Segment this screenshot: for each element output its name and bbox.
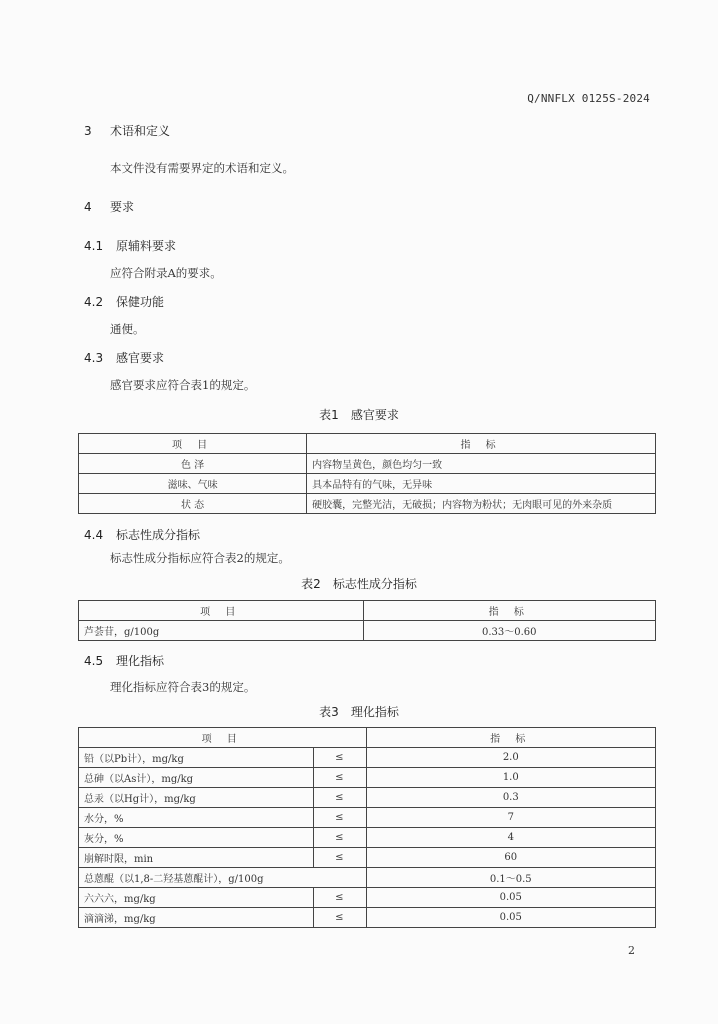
- table-row: [79, 621, 656, 641]
- section-4-1-heading: 4.1 原辅料要求: [84, 239, 177, 253]
- table-cell: 2.0: [366, 748, 655, 768]
- less-equal-symbol: ≤: [313, 788, 366, 808]
- table-cell: 0.05: [366, 908, 655, 928]
- table-cell: 0.3: [366, 788, 655, 808]
- section-4-heading: 4 要求: [84, 200, 135, 214]
- section-4-3-body: 感官要求应符合表1的规定。: [110, 378, 256, 392]
- table-header-row: [79, 601, 656, 621]
- table-header-cell: 指 标: [307, 434, 656, 454]
- table-cell: 水分，%: [79, 808, 314, 828]
- table-header-cell: 项 目: [79, 601, 364, 621]
- table-cell: 铅（以Pb计），mg/kg: [79, 748, 314, 768]
- table-row: [79, 868, 656, 888]
- table-3: [78, 727, 656, 928]
- table-2-caption: 表2 标志性成分指标: [301, 577, 417, 591]
- table-row: [79, 808, 656, 828]
- table-cell: 内容物呈黄色，颜色均匀一致: [307, 454, 656, 474]
- less-equal-symbol: ≤: [313, 808, 366, 828]
- table-row: [79, 848, 656, 868]
- table-cell: 具本品特有的气味，无异味: [307, 474, 656, 494]
- table-cell: 0.1～0.5: [366, 868, 655, 888]
- table-header-row: [79, 728, 656, 748]
- table-1: [78, 433, 656, 514]
- table-cell: 0.05: [366, 888, 655, 908]
- less-equal-symbol: ≤: [313, 848, 366, 868]
- less-equal-symbol: ≤: [313, 888, 366, 908]
- table-header-cell: 项 目: [79, 434, 307, 454]
- table-cell: 芦荟苷，g/100g: [79, 621, 364, 641]
- table-header-row: [79, 434, 656, 454]
- section-4-4-body: 标志性成分指标应符合表2的规定。: [110, 551, 290, 565]
- section-4-5-body: 理化指标应符合表3的规定。: [110, 680, 256, 694]
- table-2: [78, 600, 656, 641]
- section-3-heading: 3 术语和定义: [84, 124, 171, 138]
- table-cell: 总砷（以As计），mg/kg: [79, 768, 314, 788]
- section-3-body: 本文件没有需要界定的术语和定义。: [110, 161, 294, 175]
- table-cell: 灰分，%: [79, 828, 314, 848]
- table-3-caption: 表3 理化指标: [319, 705, 399, 719]
- table-cell: 1.0: [366, 768, 655, 788]
- less-equal-symbol: ≤: [313, 748, 366, 768]
- table-row: [79, 494, 656, 514]
- section-4-2-body: 通便。: [110, 322, 145, 336]
- section-4-2-heading: 4.2 保健功能: [84, 295, 165, 309]
- table-cell: 4: [366, 828, 655, 848]
- page-number: 2: [628, 944, 635, 957]
- table-cell: 总蒽醌（以1,8-二羟基蒽醌计），g/100g: [79, 868, 367, 888]
- table-1-caption: 表1 感官要求: [319, 408, 399, 422]
- less-equal-symbol: ≤: [313, 828, 366, 848]
- less-equal-symbol: ≤: [313, 908, 366, 928]
- table-row: [79, 828, 656, 848]
- table-cell: 滋味、气味: [79, 474, 307, 494]
- table-cell: 六六六，mg/kg: [79, 888, 314, 908]
- table-header-cell: 指 标: [363, 601, 655, 621]
- standard-code: Q/NNFLX 0125S-2024: [527, 92, 650, 105]
- table-header-cell: 项 目: [79, 728, 367, 748]
- table-cell: 总汞（以Hg计），mg/kg: [79, 788, 314, 808]
- table-row: [79, 908, 656, 928]
- table-row: [79, 474, 656, 494]
- table-cell: 状 态: [79, 494, 307, 514]
- table-row: [79, 748, 656, 768]
- table-cell: 60: [366, 848, 655, 868]
- section-4-1-body: 应符合附录A的要求。: [110, 266, 222, 280]
- section-4-4-heading: 4.4 标志性成分指标: [84, 528, 201, 542]
- table-cell: 7: [366, 808, 655, 828]
- table-row: [79, 888, 656, 908]
- table-cell: 0.33～0.60: [363, 621, 655, 641]
- table-row: [79, 768, 656, 788]
- table-cell: 硬胶囊，完整光洁，无破损；内容物为粉状；无肉眼可见的外来杂质: [307, 494, 656, 514]
- table-cell: 色 泽: [79, 454, 307, 474]
- table-cell: 滴滴涕，mg/kg: [79, 908, 314, 928]
- table-row: [79, 788, 656, 808]
- table-cell: 崩解时限，min: [79, 848, 314, 868]
- table-row: [79, 454, 656, 474]
- less-equal-symbol: ≤: [313, 768, 366, 788]
- section-4-3-heading: 4.3 感官要求: [84, 351, 165, 365]
- section-4-5-heading: 4.5 理化指标: [84, 654, 165, 668]
- table-header-cell: 指 标: [366, 728, 655, 748]
